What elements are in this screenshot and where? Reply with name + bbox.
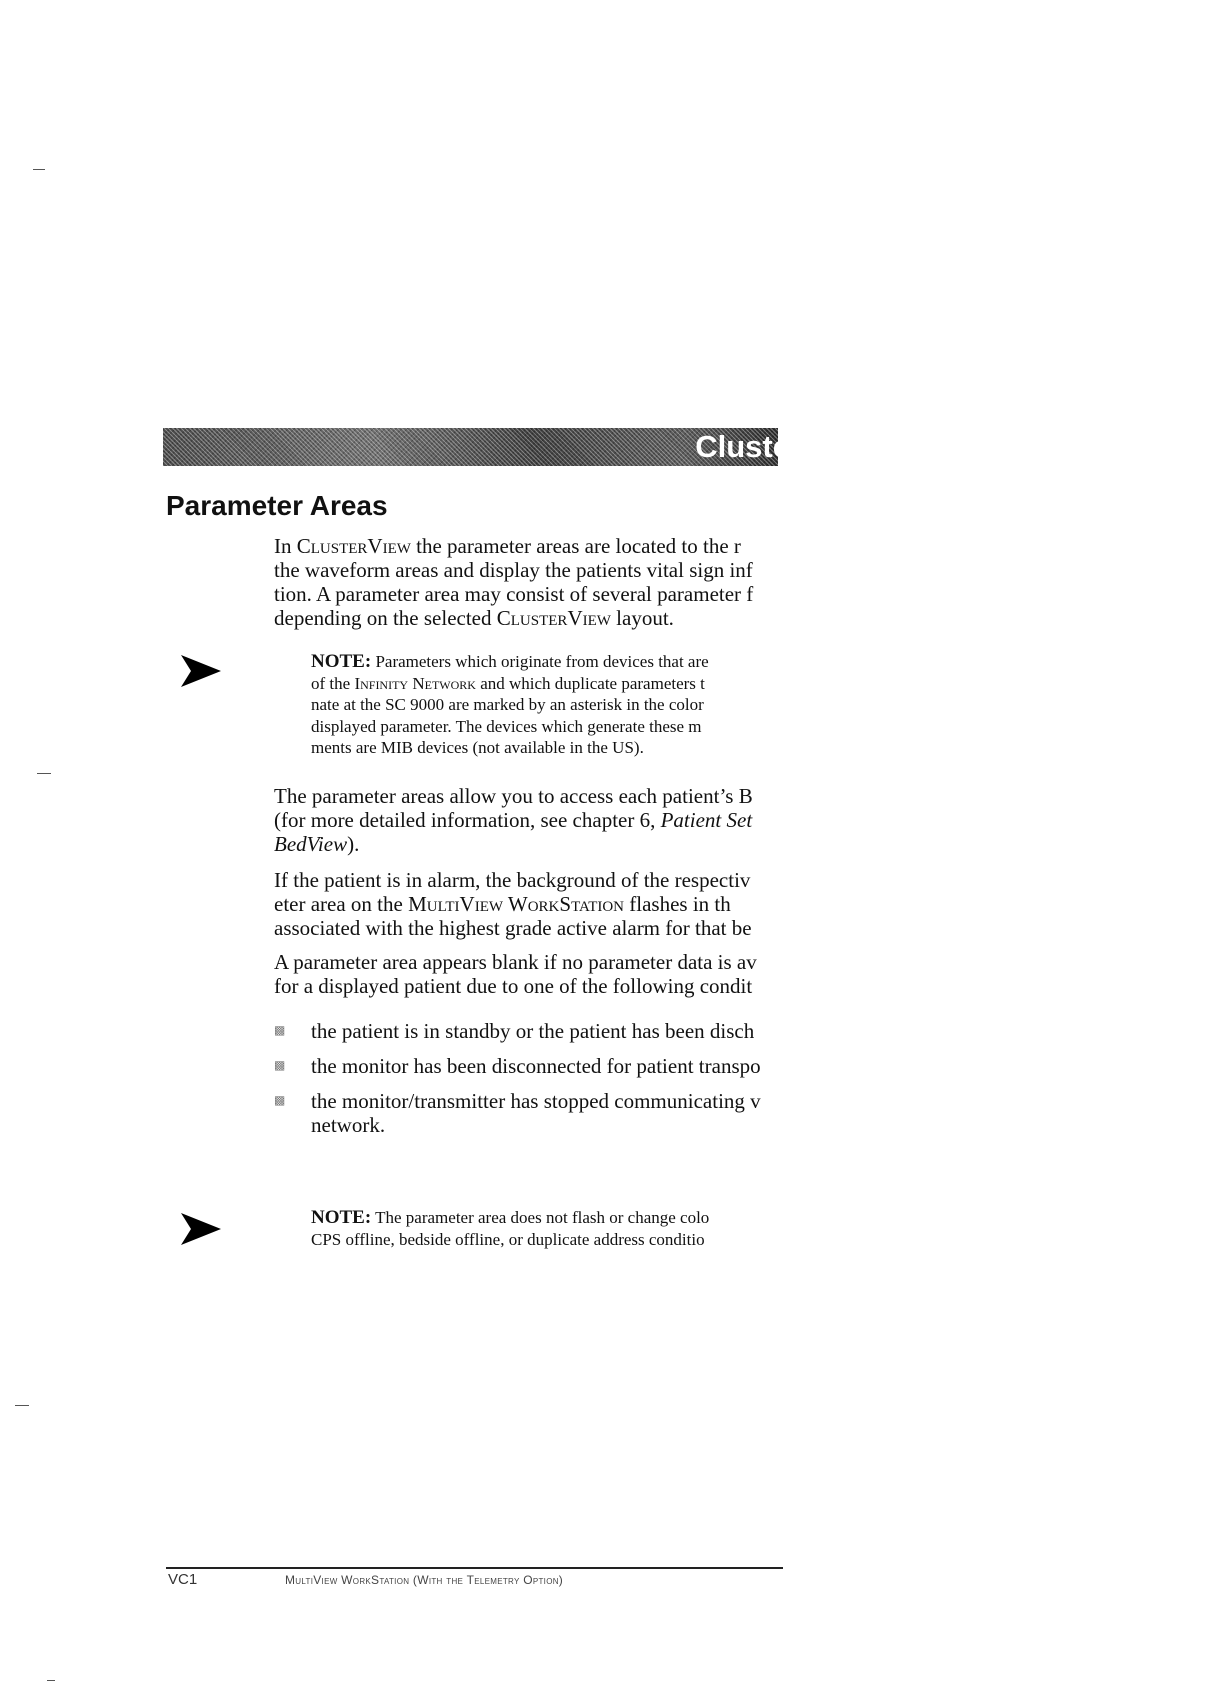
bedview-paragraph: The parameter areas allow you to access each patient’s B (for more detailed information, see chapter 6, Patient Set BedView). — [274, 784, 753, 856]
alarm-paragraph: If the patient is in alarm, the background of the respectiv eter area on the MultiView WorkStation flashes in th associated with the highest grade active alarm for that be — [274, 868, 752, 940]
page-body: In ClusterView the parameter areas are located to the r the waveform areas and display the patients vital sign inf tion. A parameter area may consist of several parameter f depending on the selected ClusterView layout. NOTE: Parameters which originate from devices that are of the Infinity Network and which duplicate parameters t nate at the SC 9000 are marked by an asterisk in the color displayed parameter. The devices which generate these m ments are MIB devices (not available in the US). The parameter areas allow you to access each patient’s B (for more detailed information, see chapter 6, Patient Set BedView). If the patient is in alarm, the background of the respectiv eter area on the MultiView WorkStation flashes in th associated with the highest grade active alarm for that be A parameter area appears blank if no parameter data is av for a displayed patient due to one of the following condit ▩ the patient is in standby or the patient has been disch ▩ the monitor has been disconnected for patient transpo ▩ the monitor/transmitter has stopped communicating v network. NOTE: The parameter area does not flash or change colo CPS offline, bedside offline, or duplicate address conditio — [0, 0, 782, 1584]
page-number: VC1 — [168, 1571, 198, 1588]
footer-divider — [166, 1567, 783, 1569]
note-2: NOTE: The parameter area does not flash or change colo CPS offline, bedside offline, or duplicate address conditio — [311, 1207, 710, 1249]
chapter-title: Cluste — [695, 429, 790, 464]
section-title: Parameter Areas — [166, 490, 388, 521]
bullet-icon: ▩ — [274, 1058, 286, 1072]
blank-area-paragraph: A parameter area appears blank if no parameter data is av for a displayed patient due to one of the following condit — [274, 950, 757, 998]
intro-paragraph: In ClusterView the parameter areas are located to the r the waveform areas and display the patients vital sign inf tion. A parameter area may consist of several parameter f depending on the selected ClusterView layout. — [274, 534, 754, 630]
note-arrow-icon — [181, 1213, 221, 1245]
bullet-icon: ▩ — [274, 1093, 286, 1107]
note-1: NOTE: Parameters which originate from devices that are of the Infinity Network and which duplicate parameters t nate at the SC 9000 are marked by an asterisk in the color displayed parameter. The devices which generate these m ments are MIB devices (not available in the US). — [311, 651, 709, 757]
footer-document-title: MultiView WorkStation (With the Telemetry Option) — [285, 1573, 564, 1587]
bullet-icon: ▩ — [274, 1023, 286, 1037]
note-arrow-icon — [181, 655, 221, 687]
